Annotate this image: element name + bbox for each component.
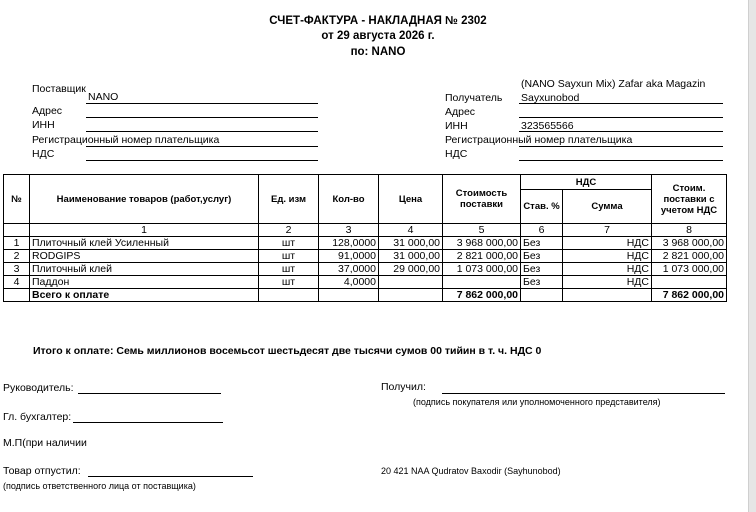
invoice-contract: по: NANO <box>350 46 406 58</box>
invoice-title: СЧЕТ-ФАКТУРА - НАКЛАДНАЯ № 2302 <box>269 15 487 27</box>
total-cost: 7 862 000,00 <box>443 289 521 302</box>
column-number-row <box>4 224 727 237</box>
row-nds-rate: Без <box>521 263 563 276</box>
receiver-reg-label: Регистрационный номер плательщика <box>445 134 633 146</box>
col-header-qty: Кол-во <box>319 175 379 224</box>
receiver-value-2: Sayxunobod <box>521 92 580 104</box>
invoice-table <box>3 174 727 302</box>
row-cost <box>443 276 521 289</box>
col-header-total: Стоим. поставки с учетом НДС <box>652 175 727 224</box>
invoice-date: от 29 августа 2026 г. <box>321 30 435 42</box>
col-header-cost: Стоимость поставки <box>443 175 521 224</box>
row-nds-sum: НДС <box>563 250 652 263</box>
col-header-price: Цена <box>379 175 443 224</box>
amount-in-words: Итого к оплате: Семь миллионов восемьсот шестьдесят две тысячи сумов 00 тийин в т. ч. НДС 0 <box>33 345 542 357</box>
row-name: Плиточный клей <box>30 263 259 276</box>
supplier-nds-label: НДС <box>32 148 55 160</box>
row-num: 1 <box>4 237 30 250</box>
row-total: 3 968 000,00 <box>652 237 727 250</box>
row-cost: 2 821 000,00 <box>443 250 521 263</box>
receiver-line <box>519 103 723 104</box>
row-unit: шт <box>259 263 319 276</box>
col-number: 1 <box>30 224 259 237</box>
supplier-address-label: Адрес <box>32 105 63 117</box>
bottom-note: 20 421 NAA Qudratov Baxodir (Sayhunobod) <box>381 466 561 476</box>
row-nds-sum: НДС <box>563 237 652 250</box>
total-sum: 7 862 000,00 <box>652 289 727 302</box>
receiver-inn-value: 323565566 <box>521 120 574 132</box>
table-row <box>4 237 727 250</box>
row-nds-rate: Без <box>521 250 563 263</box>
col-number: 8 <box>652 224 727 237</box>
row-total <box>652 276 727 289</box>
receiver-nds-label: НДС <box>445 148 468 160</box>
released-note: (подпись ответственного лица от поставщика) <box>3 481 196 491</box>
col-number: 2 <box>259 224 319 237</box>
row-total: 1 073 000,00 <box>652 263 727 276</box>
row-num: 4 <box>4 276 30 289</box>
supplier-reg-label: Регистрационный номер плательщика <box>32 134 220 146</box>
supplier-nds-line <box>86 160 318 161</box>
total-empty <box>379 289 443 302</box>
col-number <box>4 224 30 237</box>
col-header-num: № <box>4 175 30 224</box>
total-empty <box>521 289 563 302</box>
row-qty: 91,0000 <box>319 250 379 263</box>
receiver-nds-line <box>519 160 723 161</box>
row-cost: 1 073 000,00 <box>443 263 521 276</box>
receiver-label: Получатель <box>445 92 503 104</box>
col-header-nds-rate: Став. % <box>521 190 563 224</box>
receiver-inn-line <box>519 131 723 132</box>
table-row <box>4 276 727 289</box>
supplier-address-line <box>86 117 318 118</box>
received-note: (подпись покупателя или уполномоченного представителя) <box>413 397 661 407</box>
row-qty: 4,0000 <box>319 276 379 289</box>
row-num: 2 <box>4 250 30 263</box>
total-empty <box>319 289 379 302</box>
receiver-address-line <box>519 117 723 118</box>
row-qty: 37,0000 <box>319 263 379 276</box>
col-header-unit: Ед. изм <box>259 175 319 224</box>
row-price <box>379 276 443 289</box>
accountant-line <box>73 422 223 423</box>
row-unit: шт <box>259 276 319 289</box>
stamp-label: М.П(при наличии <box>3 437 87 449</box>
row-unit: шт <box>259 250 319 263</box>
received-label: Получил: <box>381 381 426 393</box>
accountant-label: Гл. бухгалтер: <box>3 411 72 423</box>
row-nds-sum: НДС <box>563 276 652 289</box>
col-header-name: Наименование товаров (работ,услуг) <box>30 175 259 224</box>
row-price: 31 000,00 <box>379 250 443 263</box>
row-name: RODGIPS <box>30 250 259 263</box>
table-row <box>4 250 727 263</box>
col-header-nds-sum: Сумма <box>563 190 652 224</box>
supplier-reg-line <box>86 146 318 147</box>
row-num: 3 <box>4 263 30 276</box>
supplier-label: Поставщик <box>32 83 86 95</box>
col-number: 7 <box>563 224 652 237</box>
total-empty <box>4 289 30 302</box>
row-name: Плиточный клей Усиленный <box>30 237 259 250</box>
director-label: Руководитель: <box>3 382 74 394</box>
supplier-line <box>86 103 318 104</box>
row-unit: шт <box>259 237 319 250</box>
row-nds-rate: Без <box>521 276 563 289</box>
row-qty: 128,0000 <box>319 237 379 250</box>
row-name: Паддон <box>30 276 259 289</box>
row-nds-sum: НДС <box>563 263 652 276</box>
total-row <box>4 289 727 302</box>
receiver-reg-line <box>519 146 723 147</box>
row-price: 29 000,00 <box>379 263 443 276</box>
total-empty <box>259 289 319 302</box>
col-header-nds: НДС <box>521 175 652 190</box>
col-number: 6 <box>521 224 563 237</box>
supplier-inn-label: ИНН <box>32 119 55 131</box>
receiver-address-label: Адрес <box>445 106 476 118</box>
released-line <box>88 476 253 477</box>
director-line <box>78 393 221 394</box>
received-line <box>442 393 725 394</box>
col-number: 5 <box>443 224 521 237</box>
page-edge <box>748 0 756 512</box>
row-cost: 3 968 000,00 <box>443 237 521 250</box>
supplier-value: NANO <box>88 91 119 103</box>
row-nds-rate: Без <box>521 237 563 250</box>
col-number: 4 <box>379 224 443 237</box>
total-label: Всего к оплате <box>30 289 259 302</box>
receiver-inn-label: ИНН <box>445 120 468 132</box>
released-label: Товар отпустил: <box>3 465 81 477</box>
row-price: 31 000,00 <box>379 237 443 250</box>
col-number: 3 <box>319 224 379 237</box>
total-empty <box>563 289 652 302</box>
receiver-value-1: (NANO Sayxun Mix) Zafar aka Magazin <box>521 78 706 90</box>
table-row <box>4 263 727 276</box>
row-total: 2 821 000,00 <box>652 250 727 263</box>
supplier-inn-line <box>86 131 318 132</box>
